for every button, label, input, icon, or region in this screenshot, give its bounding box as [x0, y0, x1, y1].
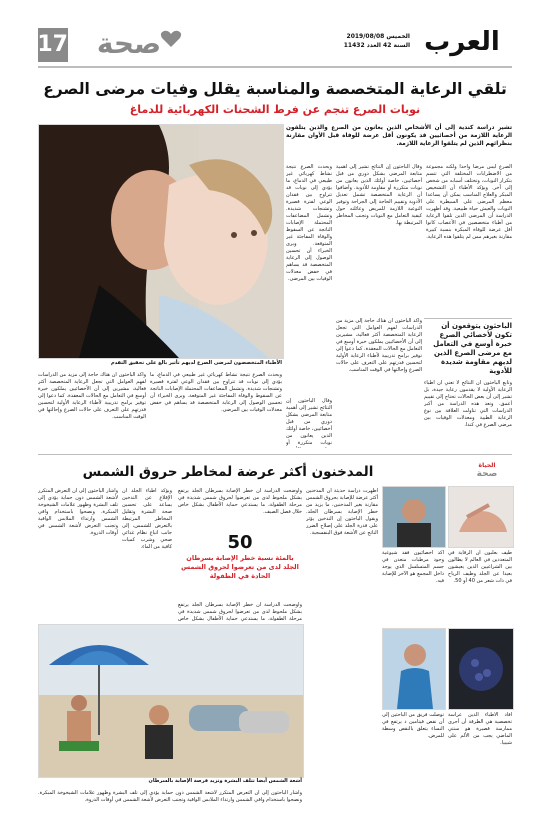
- sidebar-photo-4: [382, 628, 446, 710]
- sidebar-item-1: طيف بعلبون أن الرقاية في المتعددين في العالم لا يطالون بين الشراغيين الذين يعيشون بعيدا عن الجلد وطيف الرياح في ذات شعر من 40 أو 50.: [448, 550, 512, 584]
- pull-quote: [424, 318, 512, 376]
- lead-col-8: وقال الباحثون إن النتائج تشير إلى أهمية متابعة المرضى بشكل دوري من قبل أخصائيين، خاصة أولئك الذين يعانون من نوبات متكررة أو: [286, 398, 332, 446]
- section-title-text: صحة: [96, 27, 162, 60]
- lead-photo-caption: الأطباء المتخصصون لمرضى الصرع لديهم تأثير بالغ على تحقيق التقدم: [110, 360, 282, 366]
- second-col-3: وأوضحت الدراسة أن خطر الإصابة بسرطان الجلد يرتفع بشكل ملحوظ لدى من تعرضوا لحروق شمس شديدة في مرحلة الطفولة، ما يستدعي حماية الأطفال بشكل خاص: [178, 602, 302, 622]
- sidebar: [382, 486, 512, 816]
- second-headline: المدخنون أكثر عرضة لمخاطر حروق الشمس: [82, 464, 374, 480]
- lead-col-1: الصرع ليس مرضا واحدا ولكنه مجموعة من الاضطرابات المختلفة التي تتسم بتكرار النوبات، وتختلف أسبابه من شخص إلى آخر. ويؤكد الأطباء أن التشخيص المبكر والعلاج المناسب يمكن أن يساعدا معظم المرضى على السيطرة على النوبات والعيش حياة طبيعية. وقد أظهرت الدراسة أن المرضى الذين تلقوا الرعاية من أطباء متخصصين في الأعصاب كانوا أقل عرضة للوفاة المبكرة بنسبة كبيرة مقارنة بغيرهم ممن لم يتلقوا هذه الرعاية.: [426, 164, 512, 240]
- second-col-1: أظهرت دراسة حديثة أن المدخنين أكثر عرضة للإصابة بحروق الشمس مقارنة بغير المدخنين، ما يزيد من خطر الإصابة بسرطان الجلد. ويقول الباحثون إن التدخين يؤثر على قدرة الجلد على إصلاح الضرر الناتج عن الأشعة فوق البنفسجية.: [306, 488, 378, 536]
- sidebar-item-2: أكد أخصائيون فقد شيوعية وجود مرطبات متعدن في جسم المتسلسل الذي يوجد داخل المجمع هو الآخر للإصابة فيه.: [382, 550, 444, 584]
- beach-photo: [38, 624, 304, 778]
- issue-line: السنة 42 العدد 11432: [343, 42, 410, 49]
- lead-photo: [38, 124, 284, 359]
- sidebar-photo-2: [382, 486, 446, 548]
- sidebar-photo-3: [448, 628, 514, 710]
- sidebar-label-bottom: صحة: [476, 469, 498, 479]
- second-col-2: وأشار الباحثون إلى أن التعرض المتكرر لأشعة الشمس دون حماية يؤدي إلى تلف البشرة وظهور علامات الشيخوخة المبكرة. ونصحوا باستخدام واقي الشمس وارتداء الملابس الواقية وتجنب التعرض لأشعة الشمس في أوقات الذروة.: [38, 488, 118, 536]
- lead-col-3: ويحدث الصرع نتيجة نشاط كهربائي غير طبيعي في الدماغ، ما يؤدي إلى نوبات قد تتراوح بين فقدان الوعي لفترة قصيرة وتشنجات شديدة. وتشمل المضاعفات المحتملة الإصابات الناتجة عن السقوط والوفاة المفاجئة غير المتوقعة. ويرى الخبراء أن تحسين الوصول إلى الرعاية المتخصصة قد يساهم في خفض معدلات الوفيات بين المرضى.: [286, 164, 332, 282]
- second-col-4: ويؤكد أطباء الجلد أن الإقلاع عن التدخين يساعد على تحسين صحة البشرة وتقليل المخاطر المرتبطة بالتعرض للشمس، إلى جانب اتباع نظام غذائي صحي وشرب كميات كافية من الماء.: [122, 488, 172, 550]
- mother-child-photo: [39, 125, 283, 358]
- logo-text: العرب: [424, 27, 500, 57]
- lead-headline: تلقي الرعاية المتخصصة والمناسبة يقلل وفيات مرضى الصرع: [43, 80, 507, 98]
- man-photo: [383, 487, 445, 547]
- date-block: [332, 32, 410, 50]
- fact-number: 50: [227, 532, 253, 553]
- lead-subheadline: نوبات الصرع تنجم عن فرط الشحنات الكهربائية للدماغ: [129, 103, 421, 116]
- masthead: [0, 0, 550, 74]
- date-line: الخميس 2019/08/08: [346, 33, 410, 40]
- lead-col-5: وتابع الباحثون أن النتائج لا تعني أن أطباء الرعاية الأولية لا يقدمون رعاية جيدة، بل تشير إلى أن بعض الحالات تحتاج إلى تقييم أعمق. وتعد هذه الدراسة من أكبر الدراسات التي تناولت العلاقة بين نوع الرعاية الطبية ومعدلات الوفيات بين مرضى الصرع في كندا.: [424, 380, 512, 428]
- second-col-5: وأشار الباحثون إلى أن التعرض المتكرر لأشعة الشمس دون حماية يؤدي إلى تلف البشرة وظهور علامات الشيخوخة المبكرة. ونصحوا باستخدام واقي الشمس وارتداء الملابس الواقية وتجنب التعرض لأشعة الشمس في أوقات الذروة.: [38, 790, 302, 803]
- sidebar-item-4: أفاد الأطباء الذين عراسة تخصصية هي الطرقة أن أجرى ممارسة قصيرة هو سنتي الماضي يجب من الألم على شيبيا.: [448, 712, 512, 746]
- fact-text: بالمئة نسبة خطر الإصابة بسرطان الجلد لدى من تعرضوا لحروق الشمس الحادة في الطفولة: [181, 554, 299, 580]
- sidebar-photo-1: [448, 486, 514, 548]
- lead-col-2: وقال الباحثون إن النتائج تشير إلى أهمية متابعة المرضى بشكل دوري من قبل أخصائيين، خاصة أولئك الذين يعانون من نوبات متكررة أو مقاومة للأدوية. وأضافوا أن الرعاية المتخصصة تشمل تعديل الأدوية وتقييم الحاجة إلى الجراحة وتوفير التوعية اللازمة للمريض وعائلته حول كيفية التعامل مع النوبات وتجنب المخاطر المرتبطة بها.: [336, 164, 422, 226]
- sidebar-label-top: الحياة: [478, 462, 496, 469]
- lead-col-4: وأكد الباحثون أن هناك حاجة إلى مزيد من الدراسات لفهم العوامل التي تجعل الرعاية المتخصصة أكثر فعالية، مشيرين إلى أن الأخصائيين يملكون خبرة أوسع في التعامل مع الحالات المعقدة. كما دعوا إلى توفير برامج تدريبية لأطباء الرعاية الأولية لتحسين قدرتهم على التعرف على حالات الصرع وإحالتها في الوقت المناسب.: [336, 318, 422, 373]
- lead-intro: تشير دراسة كندية إلى أن الأشخاص الذين يعانون من الصرع والذين يتلقون الرعاية اللازمة من أخصائيين قد يكونون أقل عرضة للوفاة قبل الأوان مقارنة بنظرائهم الذين لم يتلقوا الرعاية اللازمة.: [286, 125, 512, 147]
- beach-photo-caption: أشعة الشمس أيضا تتلف البشرة وتزيد فرصة الإصابة بالسرطان: [148, 778, 302, 784]
- pull-quote-text: الباحثون يتوقعون أن تكون لأخصائي الصرع خبرة أوسع في التعامل مع مرضى الصرع الذين لديهم مقاومة شديدة للأدوية: [433, 322, 512, 375]
- section-divider: [38, 454, 512, 455]
- fact-box-top-text: وأوضحت الدراسة أن خطر الإصابة بسرطان الجلد يرتفع بشكل ملحوظ لدى من تعرضوا لحروق شمس شديدة في مرحلة الطفولة، ما يستدعي حماية الأطفال بشكل خاص خلال فصل الصيف.: [178, 488, 302, 515]
- blueberries-photo: [449, 629, 513, 709]
- hand-photo: [449, 487, 513, 547]
- page-number: 17: [37, 32, 68, 57]
- sidebar-label: [462, 462, 512, 479]
- fact-box: [178, 488, 302, 598]
- beach-scene: [39, 625, 303, 777]
- logo: [412, 26, 512, 58]
- lead-col-6: ويحدث الصرع نتيجة نشاط كهربائي غير طبيعي في الدماغ، ما يؤدي إلى نوبات قد تتراوح بين فقدان الوعي لفترة قصيرة وتشنجات شديدة. وتشمل المضاعفات المحتملة الإصابات الناتجة عن السقوط والوفاة المفاجئة غير المتوقعة. ويرى الخبراء أن تحسين الوصول إلى الرعاية المتخصصة قد يساهم في خفض معدلات الوفيات بين المرضى.: [150, 372, 282, 413]
- heart-icon: [160, 30, 182, 48]
- lead-col-7: وأكد الباحثون أن هناك حاجة إلى مزيد من الدراسات لفهم العوامل التي تجعل الرعاية المتخصصة أكثر فعالية، مشيرين إلى أن الأخصائيين يملكون خبرة أوسع في التعامل مع الحالات المعقدة. كما دعوا إلى توفير برامج تدريبية لأطباء الرعاية الأولية لتحسين قدرتهم على التعرف على حالات الصرع وإحالتها في الوقت المناسب.: [38, 372, 146, 420]
- sidebar-item-3: توصلت فريق من الباحثين إلى أن نقص فيتامين د يرتفع في النساء يتعلق بالنقص وسطة للمرض.: [382, 712, 444, 739]
- pull-quote-rule: [424, 318, 512, 319]
- page-number-box: [38, 28, 68, 62]
- woman-photo: [383, 629, 445, 709]
- masthead-rule: [38, 66, 512, 68]
